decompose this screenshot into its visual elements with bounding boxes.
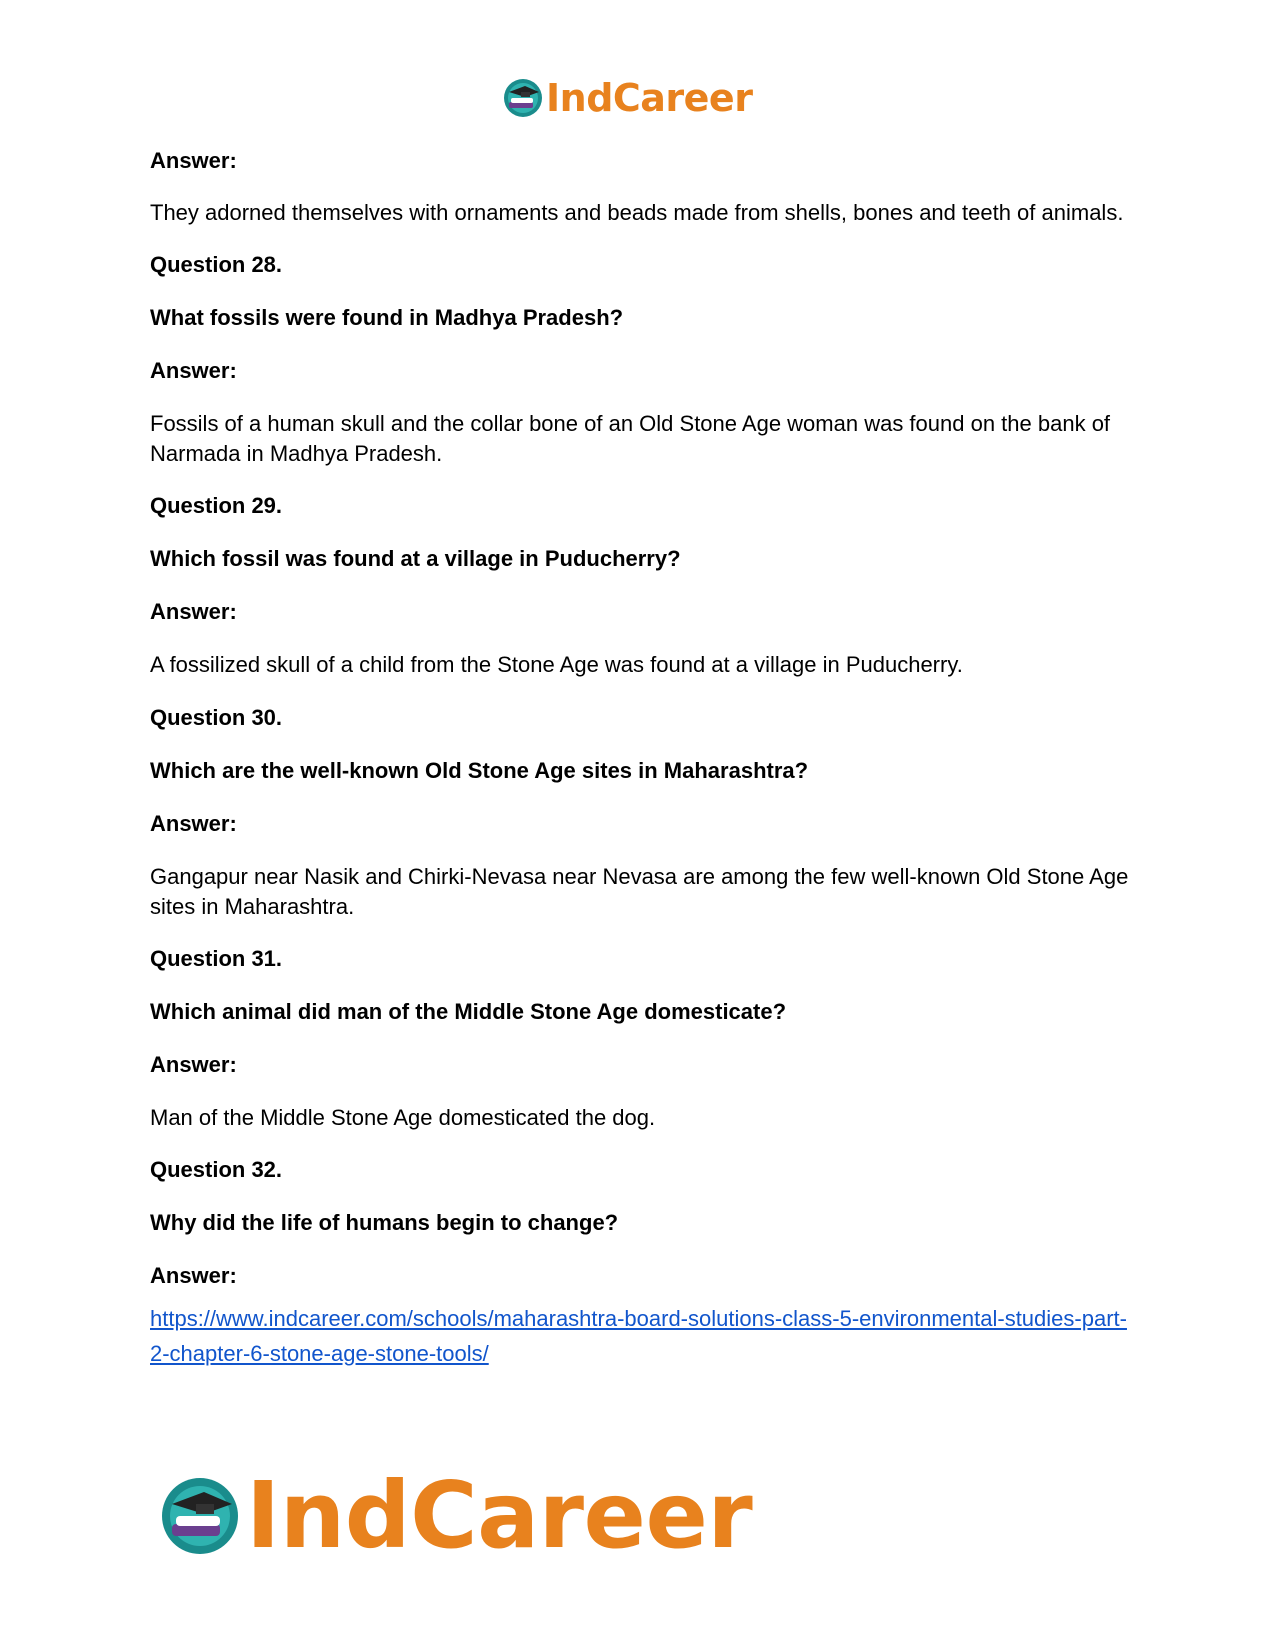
source-link[interactable]: https://www.indcareer.com/schools/maharashtra-board-solutions-class-5-environmental-studies-part-2-chapter-6-stone-age-stone-tools/ <box>150 1306 1127 1366</box>
header-logo <box>503 78 752 118</box>
answer-label: Answer: <box>150 1263 237 1288</box>
question-text: Which animal did man of the Middle Stone Age domesticate? <box>150 999 787 1024</box>
question-number: Question 32. <box>150 1157 283 1182</box>
answer-label: Answer: <box>150 1052 237 1077</box>
question-text: What fossils were found in Madhya Pradesh? <box>150 305 624 330</box>
graduation-cap-book-icon <box>160 1476 240 1556</box>
answer-text: They adorned themselves with ornaments and beads made from shells, bones and teeth of animals. <box>150 200 1124 225</box>
footer-logo <box>160 1462 753 1569</box>
question-number: Question 30. <box>150 705 283 730</box>
question-text: Which fossil was found at a village in Puducherry? <box>150 546 681 571</box>
answer-label: Answer: <box>150 358 237 383</box>
answer-text: Fossils of a human skull and the collar bone of an Old Stone Age woman was found on the bank of Narmada in Madhya Pradesh. <box>150 411 1111 466</box>
question-text: Which are the well-known Old Stone Age sites in Maharashtra? <box>150 758 809 783</box>
header-logo-text: IndCareer <box>546 76 753 120</box>
answer-text: Man of the Middle Stone Age domesticated the dog. <box>150 1105 656 1130</box>
answer-label: Answer: <box>150 148 237 173</box>
answer-label: Answer: <box>150 599 237 624</box>
graduation-cap-book-icon <box>503 78 543 118</box>
question-number: Question 31. <box>150 946 283 971</box>
answer-text: Gangapur near Nasik and Chirki-Nevasa near Nevasa are among the few well-known Old Stone Age sites in Maharashtra. <box>150 864 1129 919</box>
document-body <box>150 146 1140 1371</box>
question-number: Question 28. <box>150 252 283 277</box>
footer-logo-text: IndCareer <box>246 1462 753 1569</box>
question-text: Why did the life of humans begin to change? <box>150 1210 619 1235</box>
answer-label: Answer: <box>150 811 237 836</box>
question-number: Question 29. <box>150 493 283 518</box>
answer-text: A fossilized skull of a child from the Stone Age was found at a village in Puducherry. <box>150 652 963 677</box>
